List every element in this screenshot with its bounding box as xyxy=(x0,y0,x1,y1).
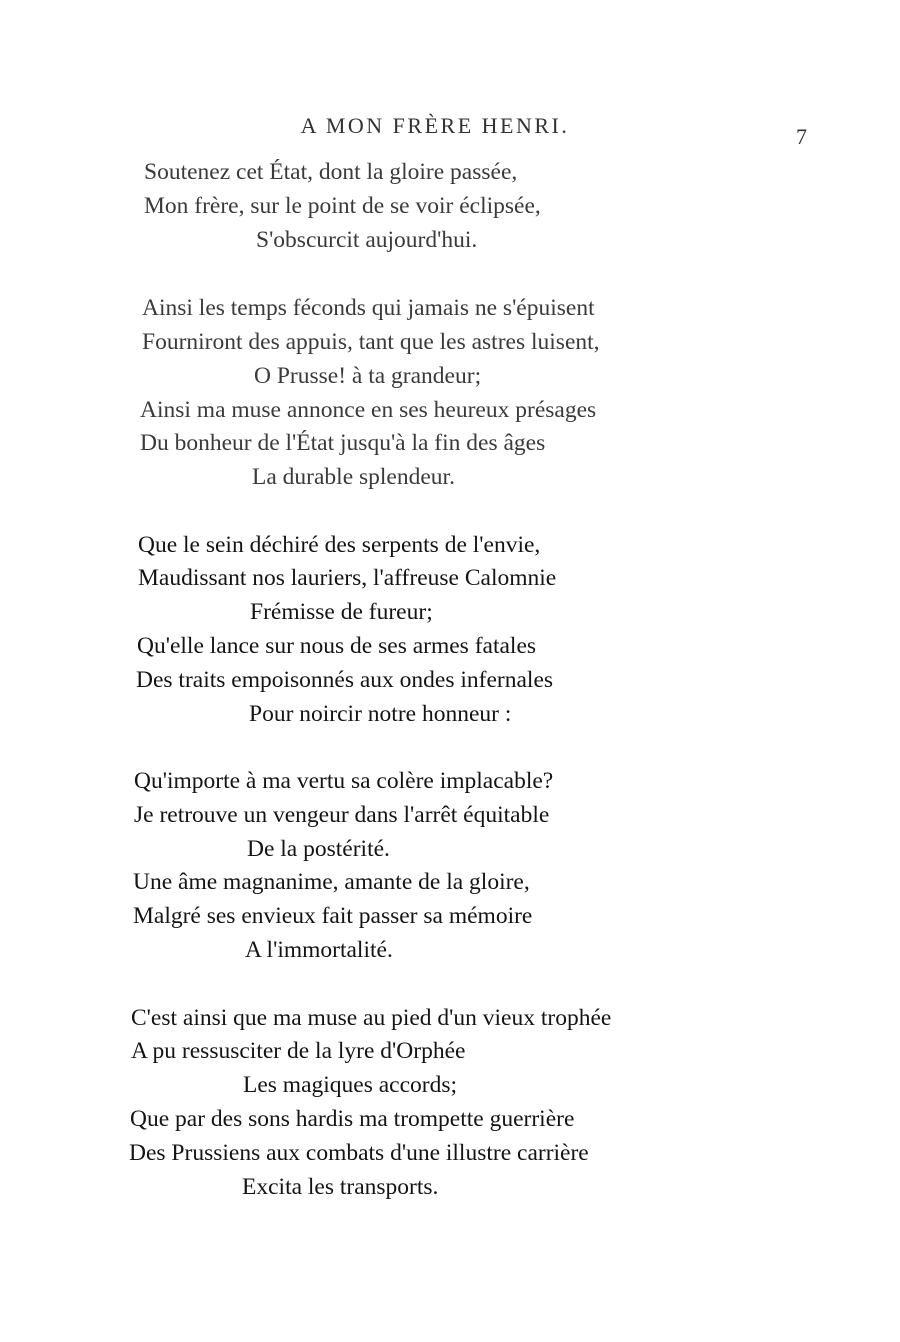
verse-line-indented: La durable splendeur. xyxy=(252,464,455,490)
verse-line-indented: Frémisse de fureur; xyxy=(250,599,433,625)
verse-line: A pu ressusciter de la lyre d'Orphée xyxy=(131,1038,466,1064)
verse-line: Soutenez cet État, dont la gloire passée, xyxy=(144,159,518,185)
verse-line-indented: S'obscurcit aujourd'hui. xyxy=(256,227,478,253)
verse-line: Que par des sons hardis ma trompette guerrière xyxy=(130,1106,575,1132)
verse-line-indented: Pour noircir notre honneur : xyxy=(249,701,512,727)
verse-line: Qu'importe à ma vertu sa colère implacable? xyxy=(134,768,554,794)
verse-line: Fourniront des appuis, tant que les astres luisent, xyxy=(142,329,600,355)
verse-line: Mon frère, sur le point de se voir éclipsée, xyxy=(144,193,541,219)
verse-line: Ainsi les temps féconds qui jamais ne s'épuisent xyxy=(142,295,595,321)
running-head: A MON FRÈRE HENRI. xyxy=(300,113,570,138)
verse-line: Que le sein déchiré des serpents de l'envie, xyxy=(138,532,541,558)
verse-line: Je retrouve un vengeur dans l'arrêt équitable xyxy=(134,802,550,828)
verse-line: Une âme magnanime, amante de la gloire, xyxy=(133,869,530,895)
verse-line-indented: Les magiques accords; xyxy=(243,1072,458,1098)
verse-line-indented: Excita les transports. xyxy=(242,1174,439,1200)
verse-line-indented: O Prusse! à ta grandeur; xyxy=(254,363,482,389)
verse-line: Ainsi ma muse annonce en ses heureux présages xyxy=(140,397,597,423)
verse-line: Des Prussiens aux combats d'une illustre carrière xyxy=(129,1140,589,1166)
verse-line-indented: De la postérité. xyxy=(247,836,390,862)
verse-line-indented: A l'immortalité. xyxy=(245,937,393,963)
verse-line: Maudissant nos lauriers, l'affreuse Calomnie xyxy=(138,565,557,591)
verse-line: C'est ainsi que ma muse au pied d'un vieux trophée xyxy=(131,1005,612,1031)
verse-line: Malgré ses envieux fait passer sa mémoire xyxy=(133,903,533,929)
verse-line: Des traits empoisonnés aux ondes infernales xyxy=(136,667,554,693)
page-number: 7 xyxy=(796,124,807,149)
verse-line: Qu'elle lance sur nous de ses armes fatales xyxy=(137,633,537,659)
verse-line: Du bonheur de l'État jusqu'à la fin des âges xyxy=(140,430,546,456)
